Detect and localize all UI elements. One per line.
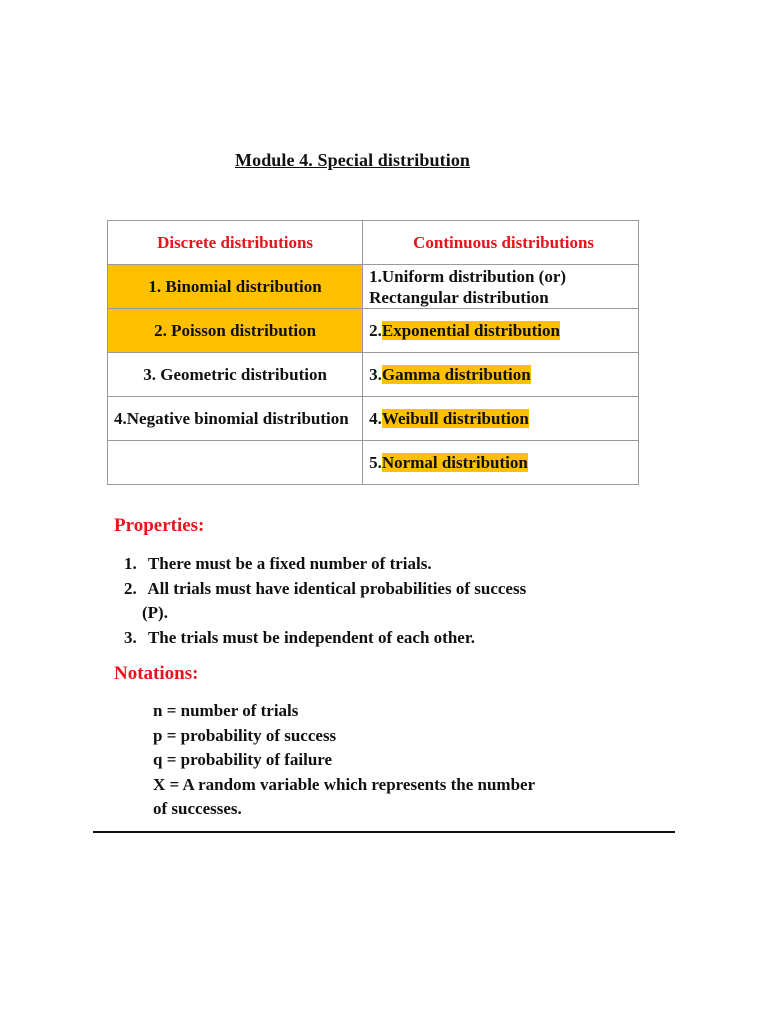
discrete-header: Discrete distributions bbox=[108, 221, 363, 265]
item-number: 5. bbox=[369, 453, 382, 472]
table-row bbox=[108, 441, 639, 485]
continuous-cell bbox=[363, 265, 639, 309]
item-number: 3. bbox=[369, 365, 382, 384]
item-number: 3. bbox=[124, 627, 137, 647]
list-item bbox=[124, 577, 624, 626]
item-number: 1. bbox=[369, 266, 382, 286]
table-row bbox=[108, 265, 639, 309]
continuous-header: Continuous distributions bbox=[363, 221, 639, 265]
item-text: The trials must be independent of each other. bbox=[147, 627, 476, 647]
list-item bbox=[124, 626, 624, 651]
item-number: 1. bbox=[124, 554, 137, 573]
continuous-cell bbox=[363, 353, 639, 397]
item-text: There must be a fixed number of trials. bbox=[147, 554, 432, 573]
table-row bbox=[108, 309, 639, 353]
distributions-table bbox=[107, 220, 639, 485]
discrete-cell: 4.Negative binomial distribution bbox=[108, 397, 363, 441]
item-continuation: (P). bbox=[142, 603, 168, 622]
notation-line: of successes. bbox=[153, 799, 242, 818]
notation-line: q = probability of failure bbox=[153, 750, 333, 769]
notation-line: X = A random variable which represents the number bbox=[153, 774, 536, 794]
table-row bbox=[108, 397, 639, 441]
item-text: All trials must have identical probabilities of success bbox=[147, 578, 527, 598]
horizontal-rule bbox=[93, 831, 675, 833]
notations-heading: Notations: bbox=[114, 663, 199, 684]
item-text: Uniform distribution (or) Rectangular distribution bbox=[369, 266, 567, 307]
discrete-cell: 3. Geometric distribution bbox=[108, 353, 363, 397]
notation-line: n = number of trials bbox=[153, 701, 299, 720]
item-number: 2. bbox=[124, 578, 137, 598]
table-header-row bbox=[108, 221, 639, 265]
discrete-cell: 1. Binomial distribution bbox=[108, 265, 363, 309]
notation-line: p = probability of success bbox=[153, 725, 337, 745]
highlighted-text: Exponential distribution bbox=[381, 321, 560, 340]
discrete-cell: 2. Poisson distribution bbox=[108, 309, 363, 353]
continuous-cell bbox=[363, 441, 639, 485]
continuous-cell bbox=[363, 397, 639, 441]
continuous-cell bbox=[363, 309, 639, 353]
item-number: 4. bbox=[369, 409, 382, 428]
table-row bbox=[108, 353, 639, 397]
item-number: 2. bbox=[369, 321, 382, 340]
discrete-cell bbox=[108, 441, 363, 485]
page-title: Module 4. Special distribution bbox=[235, 150, 471, 170]
properties-list bbox=[124, 552, 624, 650]
highlighted-text: Weibull distribution bbox=[381, 409, 529, 428]
list-item bbox=[124, 552, 624, 577]
highlighted-text: Normal distribution bbox=[381, 453, 528, 472]
highlighted-text: Gamma distribution bbox=[381, 365, 531, 384]
properties-heading: Properties: bbox=[114, 515, 205, 536]
notations-list bbox=[153, 699, 623, 822]
